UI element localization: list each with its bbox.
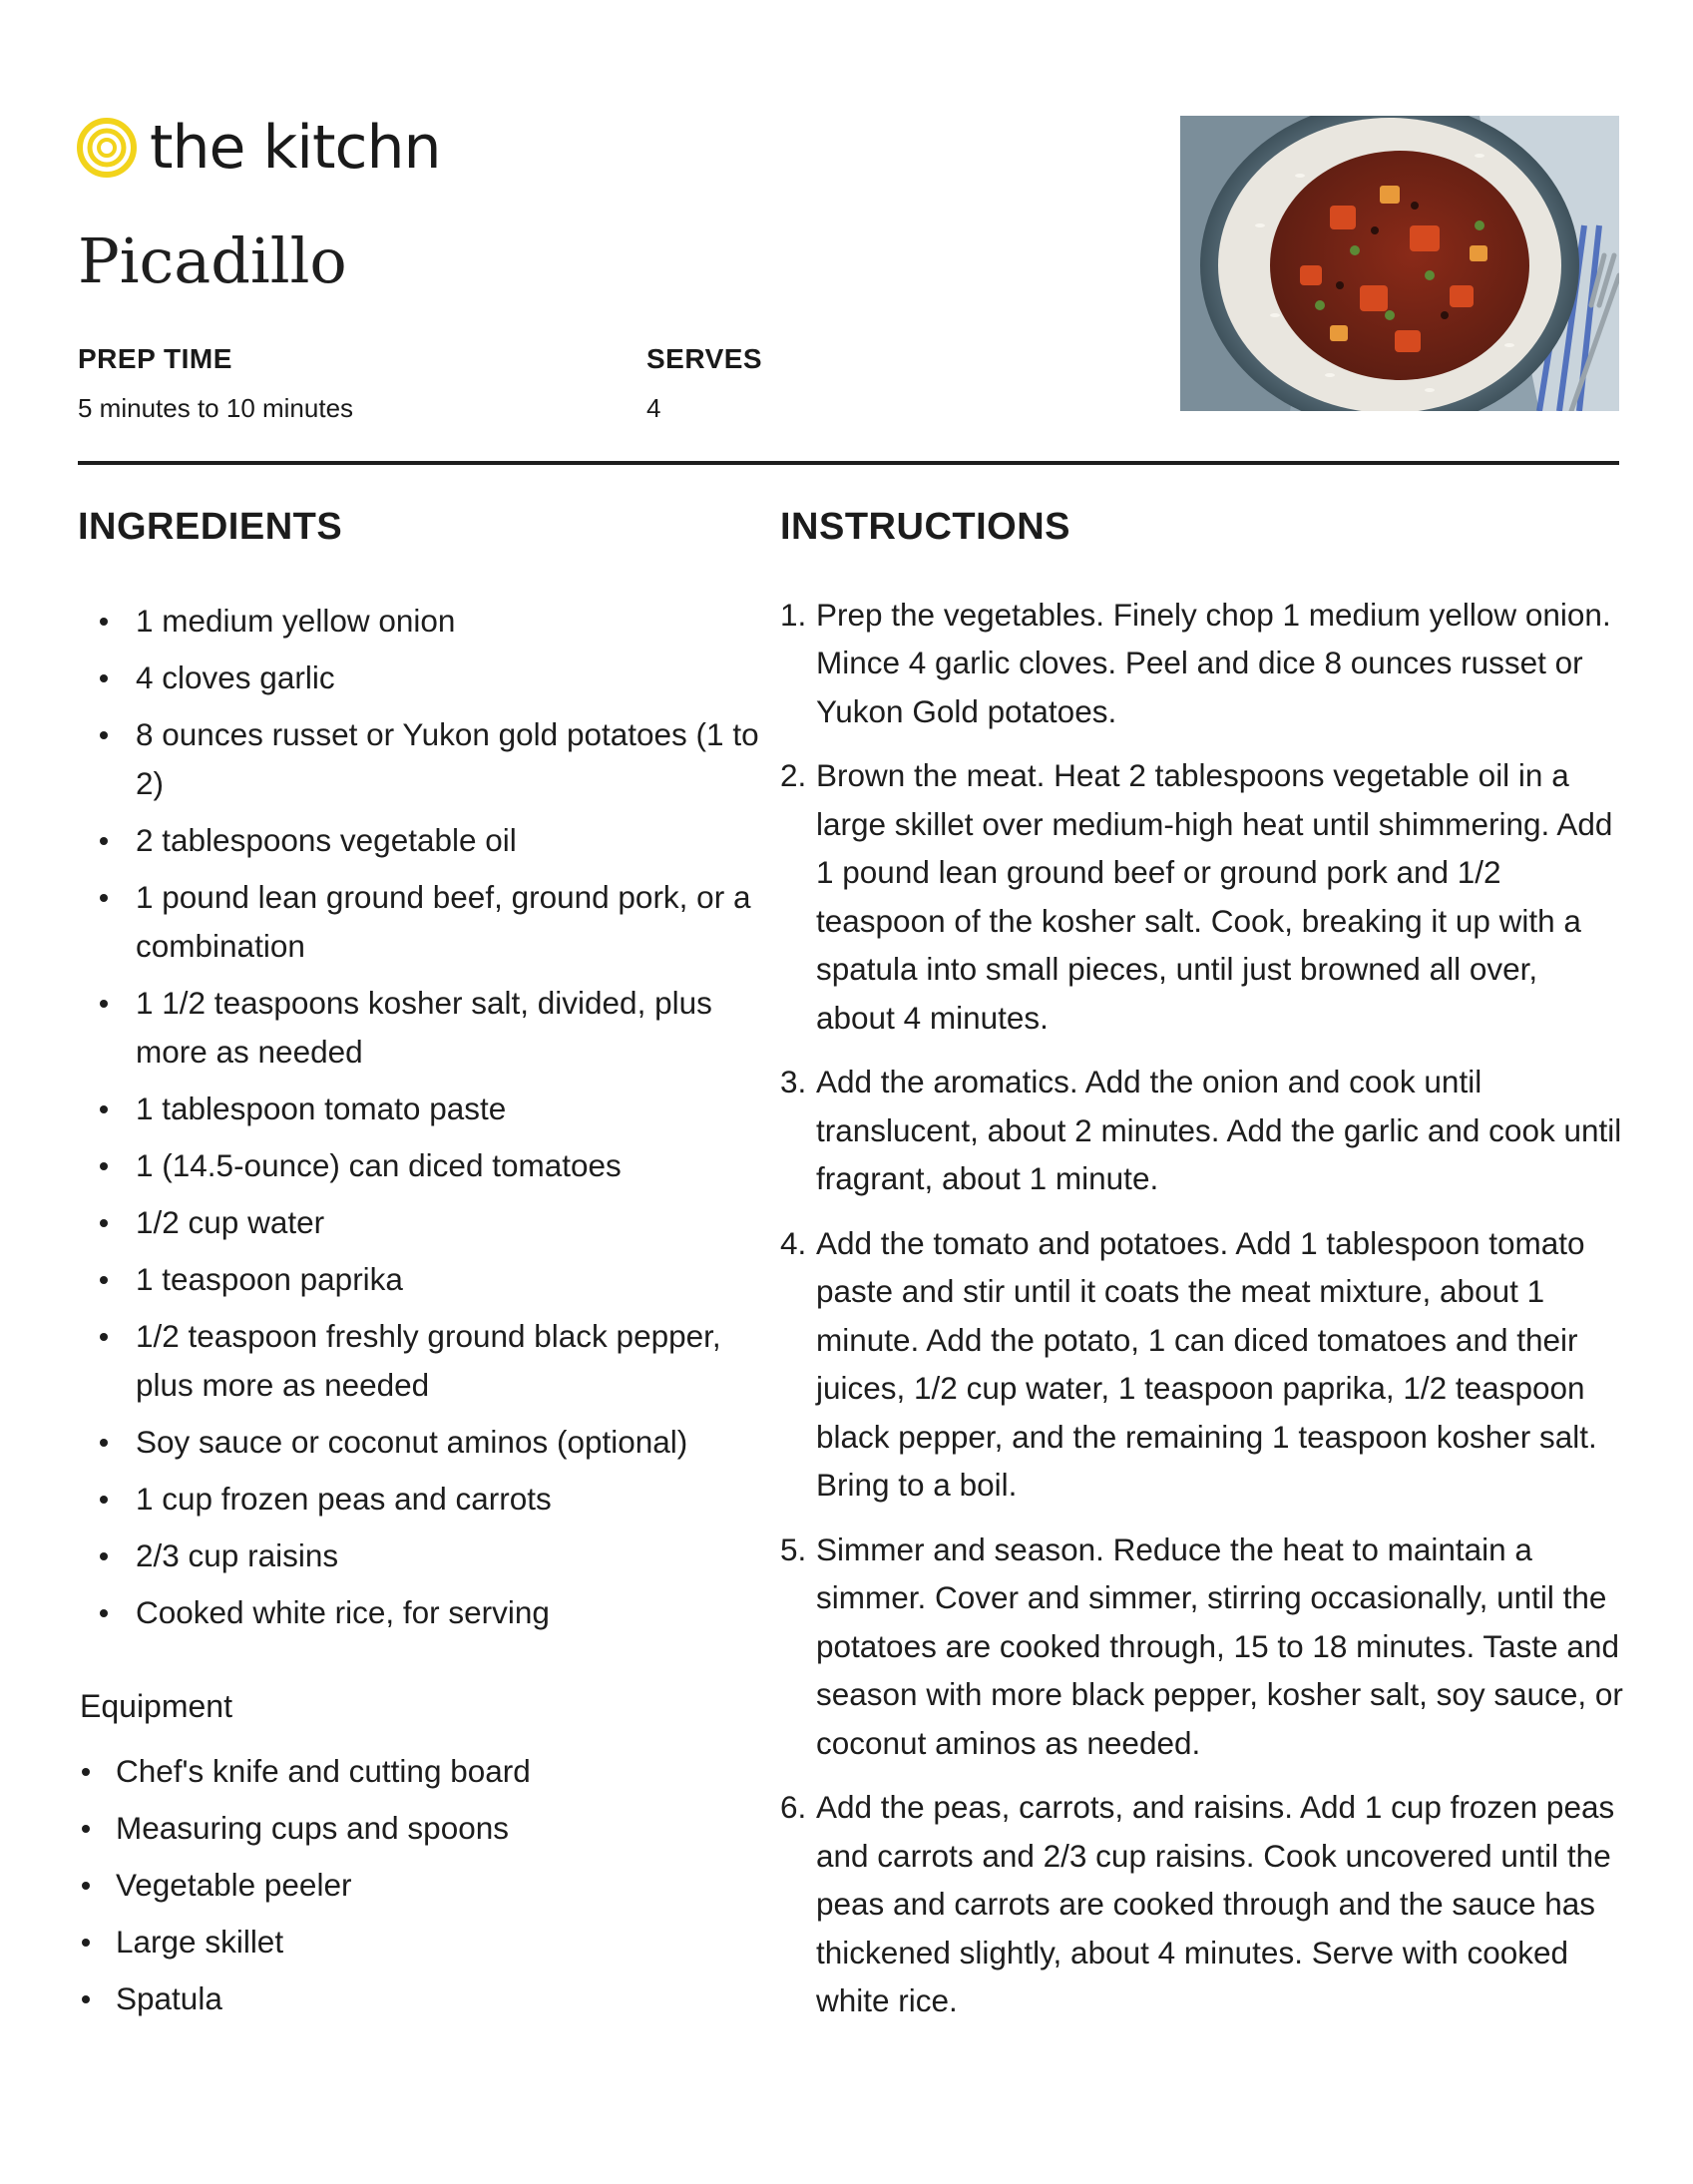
kitchn-logo-icon <box>76 117 138 179</box>
ingredient-item: 1 medium yellow onion <box>78 597 766 646</box>
equipment-item: Measuring cups and spoons <box>78 1804 766 1853</box>
ingredients-heading: INGREDIENTS <box>78 506 343 548</box>
recipe-title: Picadillo <box>78 224 347 297</box>
brand-header <box>76 112 441 184</box>
instructions-list <box>780 591 1623 2025</box>
step-number: 2. <box>780 757 807 794</box>
ingredient-item: 1/2 teaspoon freshly ground black pepper, plus more as needed <box>78 1312 766 1410</box>
equipment-heading: Equipment <box>80 1687 232 1724</box>
equipment-item: Large skillet <box>78 1918 766 1966</box>
equipment-item: Chef's knife and cutting board <box>78 1747 766 1796</box>
ingredient-item: 1 tablespoon tomato paste <box>78 1085 766 1133</box>
step-number: 4. <box>780 1224 807 1261</box>
ingredient-item: 1 1/2 teaspoons kosher salt, divided, plus more as needed <box>78 979 766 1077</box>
step-number: 3. <box>780 1064 807 1100</box>
ingredient-item: 1 pound lean ground beef, ground pork, or a combination <box>78 873 766 971</box>
step-text: Simmer and season. Reduce the heat to maintain a simmer. Cover and simmer, stirring occasionally, until the potatoes are cooked through, 15 to 18 minutes. Taste and season with more black pepper, kosher salt, soy sauce, or coconut aminos as needed. <box>816 1530 1623 1761</box>
instruction-step <box>780 1526 1623 1768</box>
ingredient-item: 1 cup frozen peas and carrots <box>78 1475 766 1524</box>
instruction-step <box>780 751 1623 1042</box>
instruction-step <box>780 591 1623 736</box>
picadillo-bowl-photo <box>1180 116 1619 411</box>
ingredient-item: Cooked white rice, for serving <box>78 1588 766 1637</box>
step-text: Brown the meat. Heat 2 tablespoons vegetable oil in a large skillet over medium-high heat until shimmering. Add 1 pound lean ground beef or ground pork and 1/2 teaspoon of the kosher salt. Cook, breaking it up with a spatula into small pieces, until just browned all over, about 4 minutes. <box>816 757 1613 1036</box>
step-text: Add the aromatics. Add the onion and cook until translucent, about 2 minutes. Add the garlic and cook until fragrant, about 1 minute. <box>816 1064 1622 1197</box>
photo-illustration <box>1180 116 1619 411</box>
equipment-item: Spatula <box>78 1974 766 2023</box>
instruction-step <box>780 1783 1623 2025</box>
ingredient-item: 2 tablespoons vegetable oil <box>78 816 766 865</box>
ingredient-item: 1/2 cup water <box>78 1198 766 1247</box>
serves-value: 4 <box>646 393 661 423</box>
step-text: Prep the vegetables. Finely chop 1 medium yellow onion. Mince 4 garlic cloves. Peel and dice 8 ounces russet or Yukon Gold potatoes. <box>816 596 1611 729</box>
ingredient-item: 1 (14.5-ounce) can diced tomatoes <box>78 1141 766 1190</box>
ingredient-item: 8 ounces russet or Yukon gold potatoes (1 to 2) <box>78 710 766 808</box>
prep-time-value: 5 minutes to 10 minutes <box>78 393 354 423</box>
step-number: 1. <box>780 596 807 633</box>
equipment-item: Vegetable peeler <box>78 1861 766 1910</box>
ingredient-item: Soy sauce or coconut aminos (optional) <box>78 1418 766 1467</box>
prep-time-label: PREP TIME <box>78 343 232 374</box>
equipment-list <box>78 1747 766 2023</box>
brand-name: the kitchn <box>150 113 441 183</box>
step-number: 5. <box>780 1530 807 1567</box>
step-text: Add the peas, carrots, and raisins. Add 1 cup frozen peas and carrots and 2/3 cup raisins. Cook uncovered until the peas and carrots are cooked through and the sauce has thickened slightly, about 4 minutes. Serve with cooked white rice. <box>816 1789 1615 2019</box>
step-number: 6. <box>780 1789 807 1826</box>
instructions-column <box>780 505 1623 2041</box>
ingredients-list <box>78 597 766 1637</box>
serves <box>646 345 762 421</box>
ingredient-item: 2/3 cup raisins <box>78 1531 766 1580</box>
instruction-step <box>780 1219 1623 1510</box>
ingredient-item: 1 teaspoon paprika <box>78 1255 766 1304</box>
step-text: Add the tomato and potatoes. Add 1 tablespoon tomato paste and stir until it coats the meat mixture, about 1 minute. Add the potato, 1 can diced tomatoes and their juices, 1/2 cup water, 1 teaspoon paprika, 1/2 teaspoon black pepper, and the remaining 1 teaspoon kosher salt. Bring to a boil. <box>816 1224 1597 1504</box>
ingredient-item: 4 cloves garlic <box>78 654 766 702</box>
header-divider <box>78 461 1619 465</box>
prep-time <box>78 345 353 421</box>
serves-label: SERVES <box>646 343 763 374</box>
ingredients-column <box>78 505 766 2031</box>
instruction-step <box>780 1058 1623 1203</box>
instructions-heading: INSTRUCTIONS <box>780 506 1070 548</box>
